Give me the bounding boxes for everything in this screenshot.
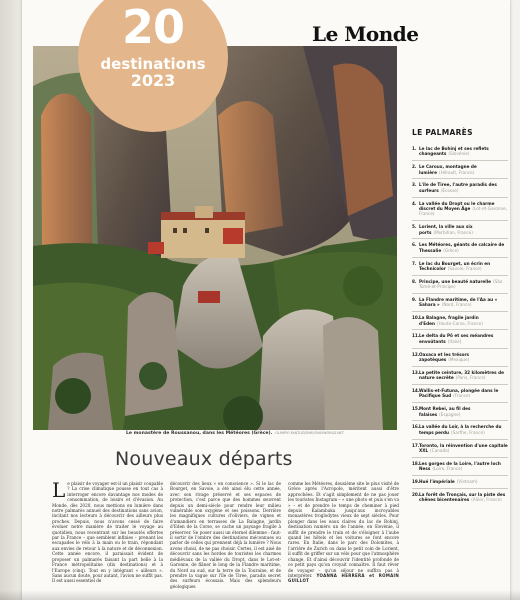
palmares-rank: 17. [412,442,420,448]
palmares-rank: 4. [412,200,417,206]
palmares-item [412,329,508,347]
article-column-2 [170,481,281,596]
palmares-entry [419,443,508,454]
palmares-rank: 5. [412,224,417,230]
palmares-rank: 19. [412,479,420,485]
palmares-list [412,143,508,506]
palmares-entry [419,461,508,472]
photo-credit: OLIMPIO FANTUZ/SIME/ONLYWORLD.NET [275,431,344,435]
palmares-name: Le delta du Pô et ses méandres envoûtants [419,333,494,344]
palmares-name: Wallis-et-Futuna, plongée dans le Pacifique Sud [419,388,499,399]
palmares-name: Les gorges de la Loire, l'autre loch Ness [419,460,501,472]
palmares-rank: 3. [412,182,417,188]
palmares-entry [419,201,508,217]
palmares-place: (Morbihan, France) [433,229,473,235]
palmares-place: (Italie) [447,338,462,344]
palmares-rank: 13. [412,369,420,375]
palmares-item [412,488,508,506]
palmares-item [412,420,508,438]
palmares-item [412,311,508,329]
palmares-entry [419,279,508,290]
palmares-item [412,197,508,221]
meteora-landscape-illustration [33,46,397,430]
column-3-text: comme les Météores, deuxième site le plus visité de Grèce après l'Acropole, méritent aussi d'être approchées. Et s'agit simplement de ne pas jouer les touristes Instagram – « une photo et puis s'en va » – et de prendre le temps de cheminer à pied depuis Kalambaka jusqu'aux incroyables monastères troglodytes vieux de sept siècles. Pour plonger dans les eaux claires du lac de Bohinj, destination numéro un de l'année, en Slovénie, il suffit de prendre le train et de s'éloigner à l'aube quand les hôtels et les voitures se font encore rares. En Italie, dans le parc des Dolomites, à l'arrière de Zurich ou dans le petit coin de Lorient, il suffit de griffer sur un vélo pour que l'atmosphère change. Et d'ainsi découvrir l'identité profonde de ce petit pays qu'on croyait connaître. Il faut rêver de voyager – qu'un séjour ne suffira pas à interpréter. [288,481,399,578]
palmares-place: (Hérault, France) [438,169,475,175]
palmares-item [412,402,508,420]
palmares-item [412,293,508,311]
palmares-place: (France) [453,393,471,399]
article-headline: Nouveaux départs [115,448,293,470]
palmares-item [412,160,508,178]
palmares-rank: 20. [412,491,420,497]
palmares-item [412,257,508,275]
palmares-name: Lorient, la ville aux six ports [419,224,473,235]
palmares-entry [419,297,508,308]
palmares-place: (Sarthe, France) [451,429,485,435]
article-byline: YOANNA HERRERA et ROMAIN GUILLOT [288,572,399,584]
palmares-rank: 18. [412,460,420,466]
palmares-place: (Espagne) [439,411,461,417]
palmares-rank: 7. [412,260,417,266]
column-2-text: découvrir des lieux « en conscience ». Si le lac de Bourget, en Savoie, a été ainsi élu cette année, avec son rivage préservé et ses espaces de protection, c'est parce que des hommes œuvrent depuis un demi-siècle pour rendre leur milieu vulnérable son oxygène et ses poissons. Derrière les magnifiques cultures d'oliviers, de vignes et d'amandiers en terrasses de La Balagne, jardin d'Eden de la Corse, se cache un paysage fragile à préserver. Se poser aussi un éternel dilemme : faut-il sortir de l'ombre des destinations méconnues ou parler de celles qui prennent déjà la lumière ? Nous avons choisi, de ne pas choisir. Certes, il est aisé de découvrir sans les hordes de touristes les charmes médiévaux de la vallée du Dropt, dans le Lot-et-Garonne, de flâner le long de la Flandre maritime, du Nord au sud, sur la terre de la Touraine, et de prendre la vague sur l'île de Tiree, paradis secret des surfeurs écossais. Mais des splendeurs géologiques [170,481,281,589]
badge-label: destinations [100,55,206,73]
palmares-place: (Canada) [430,448,450,454]
palmares-name: La Balagne, fragile jardin d'Eden [419,315,479,326]
palmares-name: Mont Rebei, au fil des falaises [419,406,471,417]
cover-photo [33,46,397,430]
palmares-item [412,143,508,160]
palmares-name: Le lac du Bourget, un écrin en Technicolor [419,260,491,272]
article-column-1 [52,481,163,596]
palmares-sidebar [412,128,508,506]
palmares-name: Principe, une beauté naturelle [419,278,491,284]
palmares-rank: 8. [412,278,417,284]
palmares-item [412,366,508,384]
palmares-rank: 9. [412,297,417,303]
palmares-place: (Haute-Corse, France) [436,320,483,326]
article-body [52,481,399,596]
palmares-title: LE PALMARÈS [412,128,473,137]
palmares-entry [419,182,508,193]
palmares-place: (Mexique) [448,357,470,363]
palmares-item [412,457,508,475]
palmares-name: Les Météores, géants de calcaire de Thessalie [419,242,505,253]
palmares-item [412,439,508,457]
palmares-name: La forêt de Tronçais, sur la piste des chênes bicentenaires [419,491,506,503]
palmares-place: (Écosse) [440,187,459,193]
palmares-place: (Savoie, France) [447,266,482,272]
palmares-rank: 12. [412,351,420,357]
palmares-place: (Slovénie) [448,151,470,157]
palmares-name: Hué l'impériale [419,479,455,485]
palmares-item [412,220,508,238]
palmares-entry [419,388,508,399]
palmares-name: Oaxaca et les trésors zapotèques [419,351,470,363]
palmares-place: (São Tomé-et-Príncipe) [419,278,503,290]
palmares-place: (Loire, France) [432,466,463,472]
palmares-place: (Vietnam) [456,479,478,485]
palmares-item [412,475,508,488]
palmares-entry [419,146,508,157]
palmares-entry [419,352,508,363]
masthead-logo: Le Monde [312,22,419,46]
palmares-entry [419,261,508,272]
caption-text: Le monastère de Roussanou, dans les Météores (Grèce). [126,431,273,436]
palmares-place: (Paris, France) [455,375,486,381]
palmares-item [412,348,508,366]
drop-cap: L [52,481,66,502]
palmares-entry [419,242,508,253]
palmares-rank: 6. [412,242,417,248]
palmares-place: (Allier, France) [471,497,502,503]
palmares-entry [419,333,508,344]
palmares-rank: 10. [412,315,420,321]
photo-caption [126,431,402,436]
palmares-entry [419,406,508,417]
palmares-place: (Grèce) [443,247,459,253]
palmares-rank: 15. [412,406,420,412]
palmares-rank: 11. [412,333,420,339]
palmares-entry [419,492,508,503]
palmares-rank: 1. [412,146,417,151]
palmares-item [412,275,508,293]
page-shadow [0,590,520,600]
palmares-name: L'île de Tiree, l'autre paradis des surfeurs [419,182,497,193]
palmares-entry [419,315,508,326]
palmares-entry [419,164,508,175]
palmares-rank: 16. [412,424,420,430]
palmares-rank: 14. [412,388,420,394]
palmares-item [412,238,508,256]
palmares-entry [419,370,508,381]
badge-year: 2023 [130,71,176,90]
palmares-name: Le lac de Bohinj et ses reflets changeants [419,146,489,157]
palmares-place: (Lot-et-Garonne, France) [419,206,508,217]
palmares-name: La vallée du Loir, à la recherche du temps perdu [419,424,502,435]
palmares-entry [419,224,508,235]
palmares-name: La vallée du Dropt ou le charme discret du Moyen Âge [419,200,495,212]
palmares-entry [419,479,477,484]
article-column-3 [288,481,399,596]
page-gutter [0,0,22,600]
badge-number: 20 [121,0,184,54]
palmares-name: Toronto, la réinvention d'une capitale XXL [419,442,508,454]
palmares-name: La Flandre maritime, de l'Aa au « Sahara » [419,297,498,308]
palmares-name: La petite ceinture, 32 kilomètres de nature secrète [419,369,504,381]
palmares-item [412,384,508,402]
palmares-rank: 2. [412,164,417,170]
palmares-entry [419,424,508,435]
palmares-name: Le Caroux, montagne de lumière [419,164,477,175]
palmares-item [412,178,508,196]
column-1-text: e plaisir de voyager est-il un plaisir coupable ? La crise climatique pousse en tout cas à interroger encore davantage nos modes de consommation, de loisirs et d'évasion. Au Monde, dès 2020, nous mettions en lumière dans notre palmarès annuel des destinations sans avion, incitant nos lecteurs à découvrir des ailleurs plus proches. Depuis, nous n'avons cessé de faire évoluer notre manière de traiter le voyage au quotidien, nous recentrant sur les beautés offertes par la France – que semblent infinies – prenant les escapades le vélo à la main ou le train, répondant aux envies de retour à la nature et de déconnexion. Cette année encore, il paraissait évident de proposer un palmarès faisant la part belle à la France métropolitaine (dix destinations) et à l'Europe (cinq). Tout en y intégrant « ailleurs ». Sans aucun doute, pour autant, l'avion ne suffit pas. Il est aussi essentiel de [52,481,163,584]
palmares-place: (Nord, France) [441,302,472,308]
